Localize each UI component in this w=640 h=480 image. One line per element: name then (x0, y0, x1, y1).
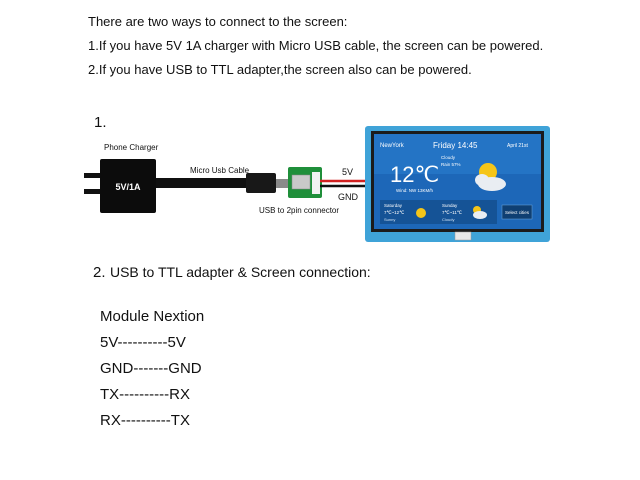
section-1-number: 1. (94, 114, 107, 131)
connection-row: RX----------TX (100, 412, 190, 429)
wire-gnd-label: GND (338, 192, 358, 202)
screen-day1: Saturday (384, 203, 403, 208)
screen-city: NewYork (380, 143, 404, 149)
charger-rating: 5V/1A (115, 182, 141, 192)
intro-line-3: 2.If you have USB to TTL adapter,the screen also can be powered. (88, 62, 472, 77)
micro-usb-cable-label: Micro Usb Cable (190, 166, 250, 175)
sunny-icon (416, 208, 426, 218)
screen-humidity: Rain 57% (441, 162, 461, 167)
phone-charger-label: Phone Charger (104, 143, 159, 152)
screen-date: April 21st (507, 143, 528, 149)
screen-day2-sub: Cloudy (442, 217, 455, 222)
screen-wind: Wind: NW 13KM/h (396, 188, 434, 193)
intro-line-2: 1.If you have 5V 1A charger with Micro USB cable, the screen can be powered. (88, 38, 544, 53)
connection-row: GND-------GND (100, 360, 202, 377)
connection-row: 5V----------5V (100, 334, 186, 351)
screen-day2-temp: 7℃~11℃ (442, 210, 462, 215)
connection-header: Module Nextion (100, 308, 205, 325)
usb-2pin-connector-label: USB to 2pin connector (259, 206, 340, 215)
screen-day2: Sunday (442, 203, 458, 208)
section-2-heading (93, 264, 371, 282)
screen-temperature: 12℃ (390, 162, 440, 187)
screen-day-time: Friday 14:45 (433, 141, 478, 150)
micro-usb-cable (156, 178, 252, 188)
screen-day1-temp: 7℃~12℃ (384, 210, 405, 215)
section-2-number: 2. (93, 264, 106, 281)
wire-5v-label: 5V (342, 167, 354, 177)
screen-day1-sub: Sunny (384, 217, 396, 222)
section-2-title: USB to TTL adapter & Screen connection: (109, 264, 371, 280)
screen-condition: Cloudy (441, 155, 456, 160)
intro-line-1: There are two ways to connect to the screen: (88, 14, 348, 29)
connection-row: TX----------RX (100, 386, 190, 403)
cable-plug (246, 173, 276, 193)
select-cities-label: Select cities (504, 210, 530, 215)
